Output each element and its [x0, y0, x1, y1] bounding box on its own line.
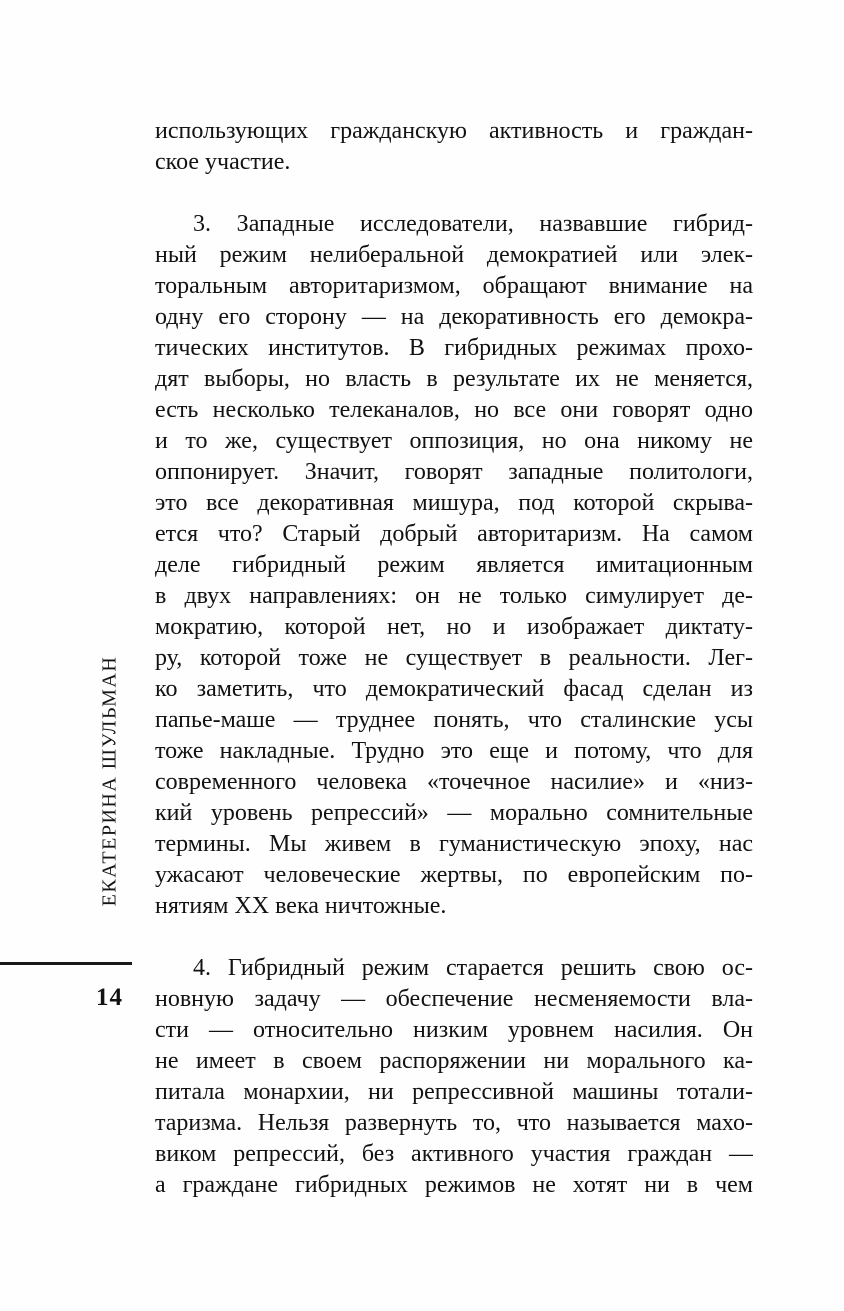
text-line: новную задачу — обеспечение несменяемости вла-	[155, 986, 753, 1012]
blank-line	[155, 922, 753, 953]
text-line: есть несколько телеканалов, но все они говорят одно	[155, 397, 753, 423]
blank-line	[155, 178, 753, 209]
text-line: тических институтов. В гибридных режимах прохо-	[155, 335, 753, 361]
text-line: ется что? Старый добрый авторитаризм. На самом	[155, 521, 753, 547]
text-line: питала монархии, ни репрессивной машины тотали-	[155, 1079, 753, 1105]
text-line: мократию, которой нет, но и изображает диктату-	[155, 614, 753, 640]
text-line: кий уровень репрессий» — морально сомнительные	[155, 800, 753, 826]
text-line: ское участие.	[155, 149, 291, 175]
text-line: ру, которой тоже не существует в реальности. Лег-	[155, 645, 753, 671]
text-line: торальным авторитаризмом, обращают внимание на	[155, 273, 753, 299]
text-line: 3. Западные исследователи, назвавшие гибрид-	[193, 211, 753, 237]
text-line: и то же, существует оппозиция, но она никому не	[155, 428, 753, 454]
text-line: это все декоративная мишура, под которой скрыва-	[155, 490, 753, 516]
text-line: термины. Мы живем в гуманистическую эпоху, нас	[155, 831, 753, 857]
text-line: тоже накладные. Трудно это еще и потому, что для	[155, 738, 753, 764]
text-line: ко заметить, что демократический фасад сделан из	[155, 676, 753, 702]
text-line: оппонирует. Значит, говорят западные политологи,	[155, 459, 753, 485]
text-line: папье-маше — труднее понять, что сталинские усы	[155, 707, 753, 733]
text-line: современного человека «точечное насилие» и «низ-	[155, 769, 753, 795]
text-line: виком репрессий, без активного участия граждан —	[155, 1141, 753, 1167]
margin-author-vertical: ЕКАТЕРИНА ШУЛЬМАН	[98, 655, 121, 907]
text-line: не имеет в своем распоряжении ни морального ка-	[155, 1048, 753, 1074]
text-line: деле гибридный режим является имитационным	[155, 552, 753, 578]
text-line: в двух направлениях: он не только симулирует де-	[155, 583, 753, 609]
text-line: 4. Гибридный режим старается решить свою ос-	[193, 955, 753, 981]
text-line: ужасают человеческие жертвы, по европейским по-	[155, 862, 753, 888]
text-line: использующих гражданскую активность и граждан-	[155, 118, 753, 144]
page-number: 14	[96, 984, 123, 1011]
text-line: нятиям XX века ничтожные.	[155, 893, 447, 919]
text-line: сти — относительно низким уровнем насилия. Он	[155, 1017, 753, 1043]
text-line: а граждане гибридных режимов не хотят ни в чем	[155, 1172, 753, 1198]
footer-divider-rule	[0, 962, 132, 965]
text-line: ный режим нелиберальной демократией или элек-	[155, 242, 753, 268]
text-line: дят выборы, но власть в результате их не меняется,	[155, 366, 753, 392]
body-text-block	[155, 116, 753, 1201]
text-line: таризма. Нельзя развернуть то, что называется махо-	[155, 1110, 753, 1136]
text-line: одну его сторону — на декоративность его демокра-	[155, 304, 753, 330]
